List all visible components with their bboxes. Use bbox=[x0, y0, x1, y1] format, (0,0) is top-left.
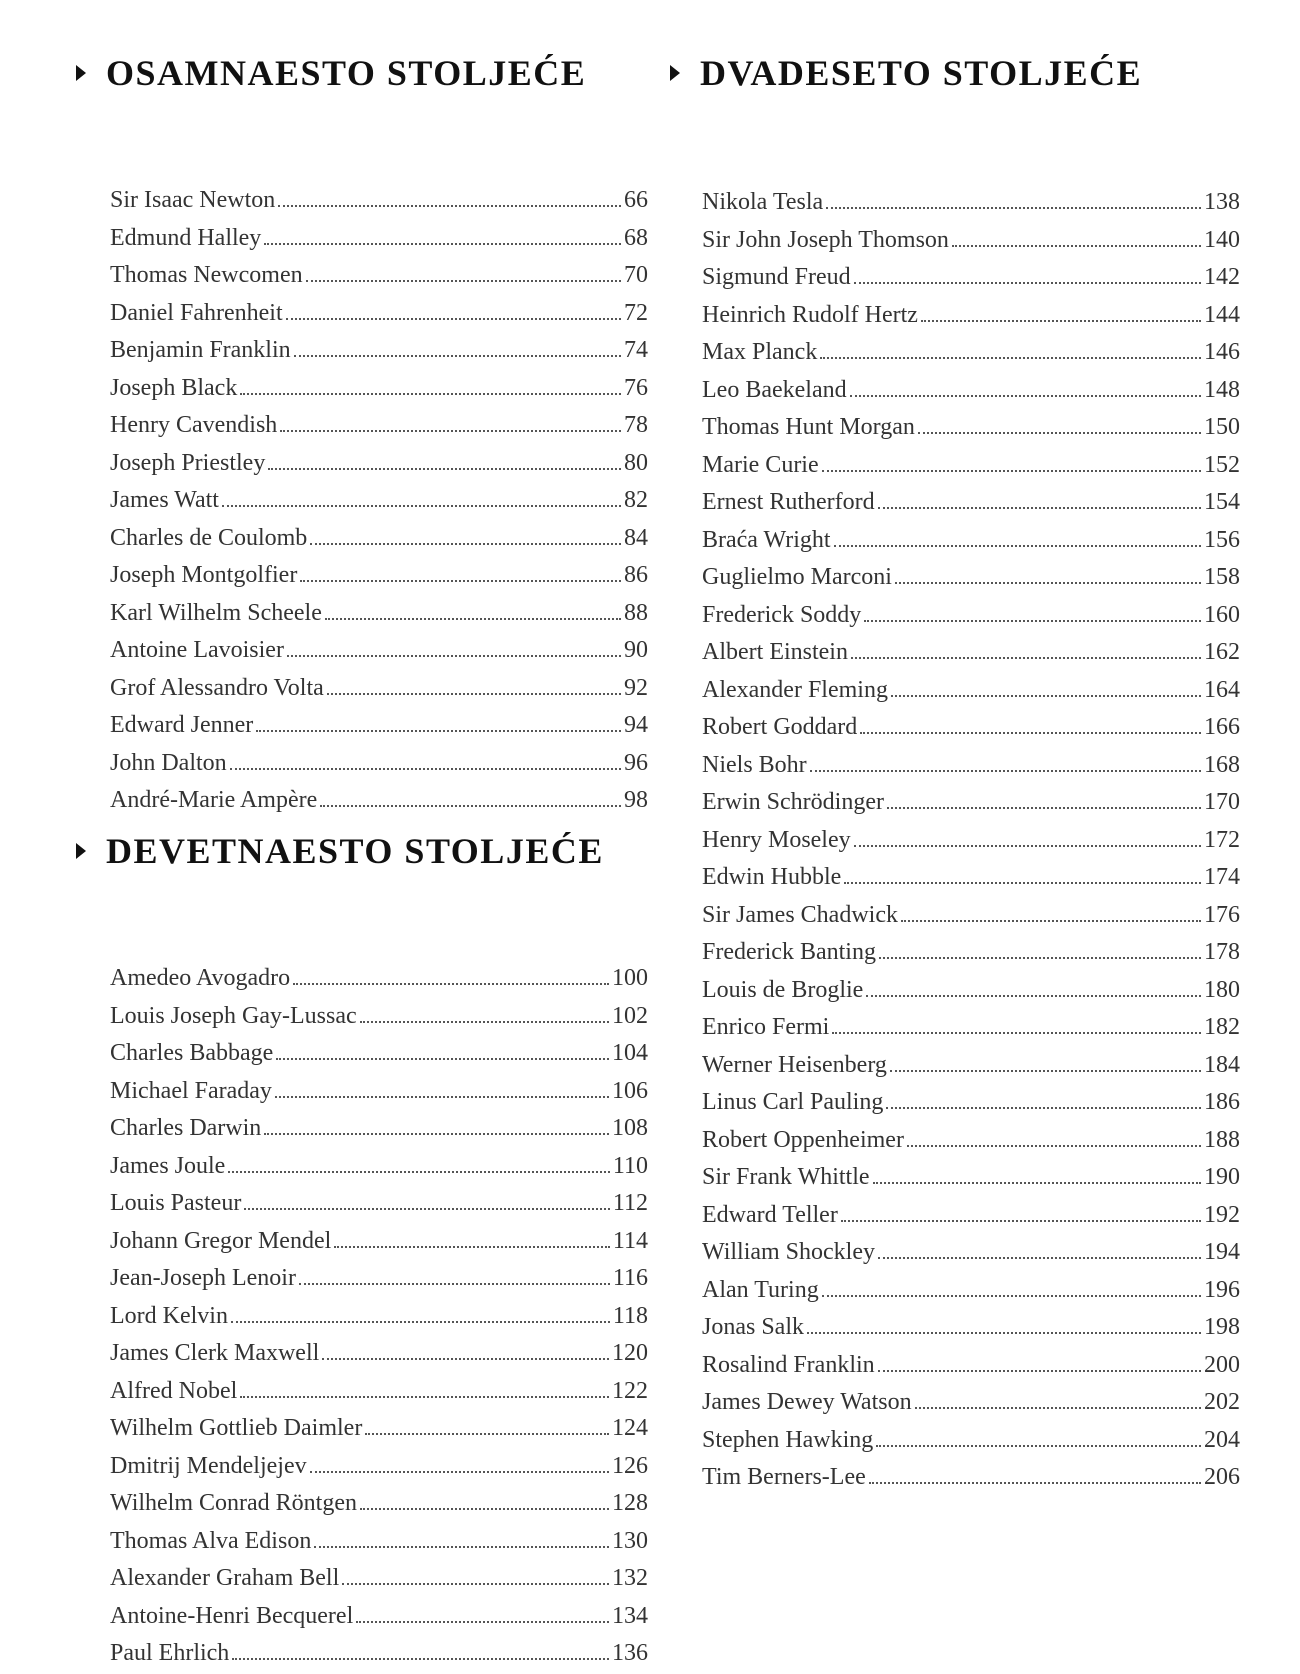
toc-entry bbox=[110, 998, 648, 1036]
dot-leader bbox=[822, 470, 1201, 472]
toc-entry bbox=[110, 1448, 648, 1486]
entry-name: Edward Jenner bbox=[110, 712, 254, 738]
entry-name: Thomas Newcomen bbox=[110, 262, 303, 288]
entry-name: Michael Faraday bbox=[110, 1077, 272, 1104]
toc-list bbox=[702, 184, 1240, 1497]
entry-name: Sir Isaac Newton bbox=[110, 187, 276, 213]
toc-entry bbox=[110, 332, 648, 370]
page-number: 148 bbox=[1204, 376, 1240, 403]
entry-name: Edmund Halley bbox=[110, 224, 262, 251]
entry-name: Charles de Coulomb bbox=[110, 524, 308, 551]
dot-leader bbox=[891, 695, 1201, 697]
page-number: 96 bbox=[624, 749, 648, 776]
dot-leader bbox=[854, 282, 1201, 284]
dot-leader bbox=[822, 1295, 1201, 1297]
dot-leader bbox=[901, 920, 1201, 922]
toc-entry bbox=[702, 297, 1240, 335]
toc-entry bbox=[702, 1422, 1240, 1460]
entry-name: Ernest Rutherford bbox=[702, 489, 875, 515]
page-number: 140 bbox=[1204, 226, 1240, 253]
page-number: 108 bbox=[612, 1115, 648, 1141]
page-number: 186 bbox=[1204, 1089, 1240, 1115]
toc-entry bbox=[702, 1459, 1240, 1497]
page-number: 156 bbox=[1204, 526, 1240, 553]
dot-leader bbox=[356, 1621, 609, 1623]
page-number: 184 bbox=[1204, 1051, 1240, 1078]
toc-entry bbox=[110, 407, 648, 445]
entry-name: Sir Frank Whittle bbox=[702, 1164, 870, 1190]
page-number: 152 bbox=[1204, 451, 1240, 478]
page-number: 106 bbox=[612, 1077, 648, 1104]
dot-leader bbox=[850, 395, 1201, 397]
page-number: 112 bbox=[612, 1190, 648, 1216]
entry-name: Jonas Salk bbox=[702, 1314, 804, 1340]
dot-leader bbox=[810, 770, 1201, 772]
entry-name: Henry Cavendish bbox=[110, 412, 278, 438]
entry-name: James Clerk Maxwell bbox=[110, 1340, 320, 1366]
page-number: 182 bbox=[1204, 1014, 1240, 1040]
dot-leader bbox=[222, 505, 621, 507]
dot-leader bbox=[887, 807, 1201, 809]
toc-entry bbox=[110, 670, 648, 708]
page-number: 116 bbox=[612, 1265, 648, 1291]
dot-leader bbox=[322, 1358, 609, 1360]
section-twentieth-century bbox=[670, 48, 1240, 1497]
toc-entry bbox=[702, 259, 1240, 297]
toc-entry bbox=[110, 1185, 648, 1223]
entry-name: Sir John Joseph Thomson bbox=[702, 226, 949, 253]
toc-entry bbox=[110, 482, 648, 520]
section-title: OSAMNAESTO STOLJEĆE bbox=[106, 53, 587, 93]
page-number: 74 bbox=[624, 337, 648, 363]
dot-leader bbox=[325, 618, 621, 620]
dot-leader bbox=[310, 543, 621, 545]
entry-name: Dmitrij Mendeljejev bbox=[110, 1452, 307, 1479]
page-number: 160 bbox=[1204, 601, 1240, 628]
entry-name: André-Marie Ampère bbox=[110, 787, 318, 813]
toc-entry bbox=[110, 1335, 648, 1373]
toc-entry bbox=[702, 1347, 1240, 1385]
dot-leader bbox=[264, 1133, 609, 1135]
entry-name: Max Planck bbox=[702, 339, 818, 365]
dot-leader bbox=[895, 582, 1201, 584]
triangle-bullet-icon bbox=[670, 65, 680, 81]
toc-entry bbox=[702, 747, 1240, 785]
toc-entry bbox=[702, 1047, 1240, 1085]
entry-name: Niels Bohr bbox=[702, 751, 807, 778]
page-number: 146 bbox=[1204, 339, 1240, 365]
page-number: 86 bbox=[624, 562, 648, 588]
entry-name: Werner Heisenberg bbox=[702, 1051, 887, 1078]
entry-name: Alexander Graham Bell bbox=[110, 1565, 340, 1591]
page-number: 88 bbox=[624, 599, 648, 626]
section-title: DEVETNAESTO STOLJEĆE bbox=[106, 831, 604, 871]
toc-entry bbox=[702, 372, 1240, 410]
entry-name: Erwin Schrödinger bbox=[702, 789, 884, 815]
entry-name: Marie Curie bbox=[702, 451, 819, 478]
page-number: 122 bbox=[612, 1377, 648, 1404]
entry-name: Joseph Priestley bbox=[110, 449, 266, 476]
dot-leader bbox=[878, 1370, 1201, 1372]
dot-leader bbox=[886, 1107, 1201, 1109]
page-number: 130 bbox=[612, 1527, 648, 1554]
dot-leader bbox=[327, 693, 621, 695]
toc-entry bbox=[702, 1197, 1240, 1235]
page-number: 102 bbox=[612, 1002, 648, 1029]
dot-leader bbox=[864, 620, 1201, 622]
toc-list bbox=[110, 960, 648, 1673]
entry-name: Edward Teller bbox=[702, 1201, 838, 1228]
page-number: 162 bbox=[1204, 639, 1240, 665]
toc-entry bbox=[702, 559, 1240, 597]
entry-name: Albert Einstein bbox=[702, 639, 848, 665]
page-number: 134 bbox=[612, 1602, 648, 1629]
entry-name: Benjamin Franklin bbox=[110, 337, 291, 363]
toc-entry bbox=[110, 707, 648, 745]
page-number: 136 bbox=[612, 1640, 648, 1666]
toc-entry bbox=[110, 295, 648, 333]
entry-name: Charles Babbage bbox=[110, 1040, 274, 1066]
toc-entry bbox=[110, 520, 648, 558]
toc-entry bbox=[702, 409, 1240, 447]
dot-leader bbox=[851, 657, 1201, 659]
entry-name: Frederick Banting bbox=[702, 939, 876, 965]
page-number: 92 bbox=[624, 674, 648, 701]
page-number: 94 bbox=[624, 712, 648, 738]
page-number: 78 bbox=[624, 412, 648, 438]
dot-leader bbox=[879, 957, 1201, 959]
entry-name: Antoine-Henri Becquerel bbox=[110, 1602, 354, 1629]
entry-name: Thomas Alva Edison bbox=[110, 1527, 312, 1554]
page-number: 166 bbox=[1204, 714, 1240, 740]
toc-entry bbox=[110, 257, 648, 295]
toc-entry bbox=[702, 784, 1240, 822]
dot-leader bbox=[878, 507, 1201, 509]
toc-entry bbox=[702, 672, 1240, 710]
section-heading bbox=[76, 48, 648, 98]
entry-name: Sigmund Freud bbox=[702, 264, 851, 290]
entry-name: Guglielmo Marconi bbox=[702, 564, 892, 590]
entry-name: Braća Wright bbox=[702, 526, 831, 553]
toc-entry bbox=[110, 782, 648, 820]
toc-entry bbox=[702, 1122, 1240, 1160]
entry-name: Stephen Hawking bbox=[702, 1426, 874, 1453]
toc-entry bbox=[702, 447, 1240, 485]
dot-leader bbox=[280, 430, 621, 432]
toc-entry bbox=[110, 182, 648, 220]
page-number: 104 bbox=[612, 1040, 648, 1066]
dot-leader bbox=[834, 545, 1201, 547]
section-eighteenth-century bbox=[76, 48, 648, 820]
page-number: 98 bbox=[624, 787, 648, 813]
dot-leader bbox=[240, 1396, 609, 1398]
entry-name: Louis de Broglie bbox=[702, 976, 864, 1003]
page-number: 84 bbox=[624, 524, 648, 551]
page-number: 190 bbox=[1204, 1164, 1240, 1190]
page-number: 204 bbox=[1204, 1426, 1240, 1453]
dot-leader bbox=[294, 355, 621, 357]
toc-entry bbox=[110, 1298, 648, 1336]
dot-leader bbox=[276, 1058, 609, 1060]
entry-name: Robert Oppenheimer bbox=[702, 1126, 904, 1153]
page-number: 80 bbox=[624, 449, 648, 476]
toc-entry bbox=[110, 745, 648, 783]
entry-name: James Watt bbox=[110, 487, 219, 513]
toc-entry bbox=[110, 1373, 648, 1411]
entry-name: Joseph Montgolfier bbox=[110, 562, 298, 588]
toc-entry bbox=[702, 484, 1240, 522]
page-number: 198 bbox=[1204, 1314, 1240, 1340]
entry-name: Daniel Fahrenheit bbox=[110, 299, 283, 326]
page-number: 194 bbox=[1204, 1239, 1240, 1265]
dot-leader bbox=[310, 1471, 609, 1473]
page-number: 138 bbox=[1204, 189, 1240, 215]
toc-entry bbox=[702, 822, 1240, 860]
entry-name: Joseph Black bbox=[110, 374, 238, 401]
entry-name: Amedeo Avogadro bbox=[110, 965, 291, 991]
section-title: DVADESETO STOLJEĆE bbox=[700, 53, 1143, 93]
dot-leader bbox=[873, 1182, 1201, 1184]
entry-name: Louis Pasteur bbox=[110, 1190, 242, 1216]
page-number: 176 bbox=[1204, 901, 1240, 928]
toc-entry bbox=[702, 1309, 1240, 1347]
toc-entry bbox=[110, 220, 648, 258]
page-number: 124 bbox=[612, 1415, 648, 1441]
dot-leader bbox=[890, 1070, 1201, 1072]
page-number: 120 bbox=[612, 1340, 648, 1366]
dot-leader bbox=[952, 245, 1201, 247]
dot-leader bbox=[240, 393, 621, 395]
entry-name: Henry Moseley bbox=[702, 826, 851, 853]
toc-entry bbox=[702, 1384, 1240, 1422]
page-number: 76 bbox=[624, 374, 648, 401]
page-number: 68 bbox=[624, 224, 648, 251]
entry-name: James Joule bbox=[110, 1152, 226, 1179]
page-number: 114 bbox=[612, 1227, 648, 1254]
entry-name: Jean-Joseph Lenoir bbox=[110, 1265, 296, 1291]
dot-leader bbox=[807, 1332, 1201, 1334]
dot-leader bbox=[915, 1407, 1201, 1409]
entry-name: Tim Berners-Lee bbox=[702, 1464, 866, 1490]
page-number: 170 bbox=[1204, 789, 1240, 815]
entry-name: John Dalton bbox=[110, 749, 227, 776]
entry-name: Linus Carl Pauling bbox=[702, 1089, 884, 1115]
toc-entry bbox=[110, 1260, 648, 1298]
toc-entry bbox=[702, 1009, 1240, 1047]
toc-entry bbox=[110, 1523, 648, 1561]
dot-leader bbox=[320, 805, 621, 807]
dot-leader bbox=[832, 1032, 1201, 1034]
dot-leader bbox=[256, 730, 621, 732]
page-number: 118 bbox=[612, 1302, 648, 1329]
dot-leader bbox=[230, 768, 621, 770]
dot-leader bbox=[232, 1658, 609, 1660]
dot-leader bbox=[841, 1220, 1201, 1222]
toc-entry bbox=[110, 1223, 648, 1261]
page-number: 128 bbox=[612, 1490, 648, 1516]
entry-name: Alfred Nobel bbox=[110, 1377, 238, 1404]
dot-leader bbox=[921, 320, 1201, 322]
page-number: 132 bbox=[612, 1565, 648, 1591]
toc-entry bbox=[110, 1560, 648, 1598]
entry-name: Karl Wilhelm Scheele bbox=[110, 599, 322, 626]
page-number: 178 bbox=[1204, 939, 1240, 965]
entry-name: Lord Kelvin bbox=[110, 1302, 228, 1329]
dot-leader bbox=[844, 882, 1201, 884]
dot-leader bbox=[293, 983, 609, 985]
entry-name: Paul Ehrlich bbox=[110, 1640, 230, 1666]
dot-leader bbox=[286, 318, 621, 320]
toc-entry bbox=[110, 1598, 648, 1636]
dot-leader bbox=[360, 1021, 609, 1023]
page-number: 164 bbox=[1204, 676, 1240, 703]
toc-entry bbox=[110, 1035, 648, 1073]
entry-name: Enrico Fermi bbox=[702, 1014, 830, 1040]
toc-list bbox=[110, 182, 648, 820]
page-number: 196 bbox=[1204, 1276, 1240, 1303]
entry-name: Robert Goddard bbox=[702, 714, 858, 740]
toc-entry bbox=[702, 1084, 1240, 1122]
page-number: 70 bbox=[624, 262, 648, 288]
toc-entry bbox=[110, 1110, 648, 1148]
page-number: 206 bbox=[1204, 1464, 1240, 1490]
dot-leader bbox=[860, 732, 1201, 734]
page-number: 188 bbox=[1204, 1126, 1240, 1153]
toc-entry bbox=[702, 634, 1240, 672]
dot-leader bbox=[869, 1482, 1201, 1484]
toc-entry bbox=[110, 960, 648, 998]
dot-leader bbox=[264, 243, 621, 245]
dot-leader bbox=[314, 1546, 609, 1548]
dot-leader bbox=[275, 1096, 609, 1098]
dot-leader bbox=[918, 432, 1201, 434]
page-number: 172 bbox=[1204, 826, 1240, 853]
page-number: 202 bbox=[1204, 1389, 1240, 1415]
page-number: 142 bbox=[1204, 264, 1240, 290]
toc-entry bbox=[702, 334, 1240, 372]
toc-entry bbox=[702, 1159, 1240, 1197]
toc-entry bbox=[110, 632, 648, 670]
toc-entry bbox=[110, 1485, 648, 1523]
toc-entry bbox=[702, 1234, 1240, 1272]
entry-name: Frederick Soddy bbox=[702, 601, 862, 628]
page-number: 90 bbox=[624, 637, 648, 663]
dot-leader bbox=[907, 1145, 1201, 1147]
dot-leader bbox=[299, 1283, 610, 1285]
page-number: 110 bbox=[612, 1152, 648, 1179]
triangle-bullet-icon bbox=[76, 843, 86, 859]
dot-leader bbox=[231, 1321, 610, 1323]
page-number: 192 bbox=[1204, 1201, 1240, 1228]
entry-name: Grof Alessandro Volta bbox=[110, 674, 324, 701]
toc-entry bbox=[702, 522, 1240, 560]
dot-leader bbox=[854, 845, 1201, 847]
page-number: 180 bbox=[1204, 976, 1240, 1003]
page-number: 72 bbox=[624, 299, 648, 326]
dot-leader bbox=[878, 1257, 1201, 1259]
dot-leader bbox=[342, 1583, 609, 1585]
page-number: 82 bbox=[624, 487, 648, 513]
section-heading bbox=[670, 48, 1240, 98]
page-number: 144 bbox=[1204, 301, 1240, 328]
page-number: 154 bbox=[1204, 489, 1240, 515]
entry-name: Louis Joseph Gay-Lussac bbox=[110, 1002, 357, 1029]
toc-entry bbox=[702, 184, 1240, 222]
toc-entry bbox=[702, 972, 1240, 1010]
entry-name: Thomas Hunt Morgan bbox=[702, 414, 915, 440]
dot-leader bbox=[876, 1445, 1201, 1447]
entry-name: James Dewey Watson bbox=[702, 1389, 912, 1415]
dot-leader bbox=[334, 1246, 610, 1248]
dot-leader bbox=[306, 280, 621, 282]
toc-entry bbox=[110, 1073, 648, 1111]
dot-leader bbox=[244, 1208, 610, 1210]
entry-name: Charles Darwin bbox=[110, 1115, 262, 1141]
section-heading bbox=[76, 826, 648, 876]
dot-leader bbox=[866, 995, 1201, 997]
toc-entry bbox=[702, 709, 1240, 747]
toc-entry bbox=[110, 370, 648, 408]
entry-name: William Shockley bbox=[702, 1239, 876, 1265]
page-number: 200 bbox=[1204, 1351, 1240, 1378]
toc-entry bbox=[110, 1410, 648, 1448]
page-number: 158 bbox=[1204, 564, 1240, 590]
toc-entry bbox=[702, 597, 1240, 635]
triangle-bullet-icon bbox=[76, 65, 86, 81]
entry-name: Wilhelm Conrad Röntgen bbox=[110, 1490, 357, 1516]
dot-leader bbox=[300, 580, 621, 582]
toc-entry bbox=[702, 934, 1240, 972]
entry-name: Edwin Hubble bbox=[702, 864, 842, 890]
toc-entry bbox=[110, 595, 648, 633]
entry-name: Johann Gregor Mendel bbox=[110, 1227, 332, 1254]
entry-name: Leo Baekeland bbox=[702, 376, 847, 403]
page-number: 66 bbox=[624, 187, 648, 213]
entry-name: Wilhelm Gottlieb Daimler bbox=[110, 1415, 363, 1441]
dot-leader bbox=[287, 655, 621, 657]
section-nineteenth-century bbox=[76, 826, 648, 1673]
entry-name: Alan Turing bbox=[702, 1276, 819, 1303]
page-number: 174 bbox=[1204, 864, 1240, 890]
dot-leader bbox=[268, 468, 621, 470]
page-number: 168 bbox=[1204, 751, 1240, 778]
page-number: 126 bbox=[612, 1452, 648, 1479]
toc-entry bbox=[702, 222, 1240, 260]
dot-leader bbox=[278, 205, 621, 207]
dot-leader bbox=[360, 1508, 609, 1510]
entry-name: Heinrich Rudolf Hertz bbox=[702, 301, 918, 328]
toc-entry bbox=[702, 859, 1240, 897]
toc-entry bbox=[110, 557, 648, 595]
page-number: 100 bbox=[612, 965, 648, 991]
entry-name: Alexander Fleming bbox=[702, 676, 888, 703]
dot-leader bbox=[820, 357, 1201, 359]
page-number: 150 bbox=[1204, 414, 1240, 440]
toc-entry bbox=[110, 445, 648, 483]
dot-leader bbox=[365, 1433, 609, 1435]
entry-name: Sir James Chadwick bbox=[702, 901, 898, 928]
entry-name: Rosalind Franklin bbox=[702, 1351, 875, 1378]
toc-entry bbox=[702, 897, 1240, 935]
dot-leader bbox=[826, 207, 1201, 209]
dot-leader bbox=[228, 1171, 610, 1173]
entry-name: Nikola Tesla bbox=[702, 189, 824, 215]
toc-entry bbox=[702, 1272, 1240, 1310]
toc-entry bbox=[110, 1148, 648, 1186]
toc-entry bbox=[110, 1635, 648, 1673]
entry-name: Antoine Lavoisier bbox=[110, 637, 284, 663]
